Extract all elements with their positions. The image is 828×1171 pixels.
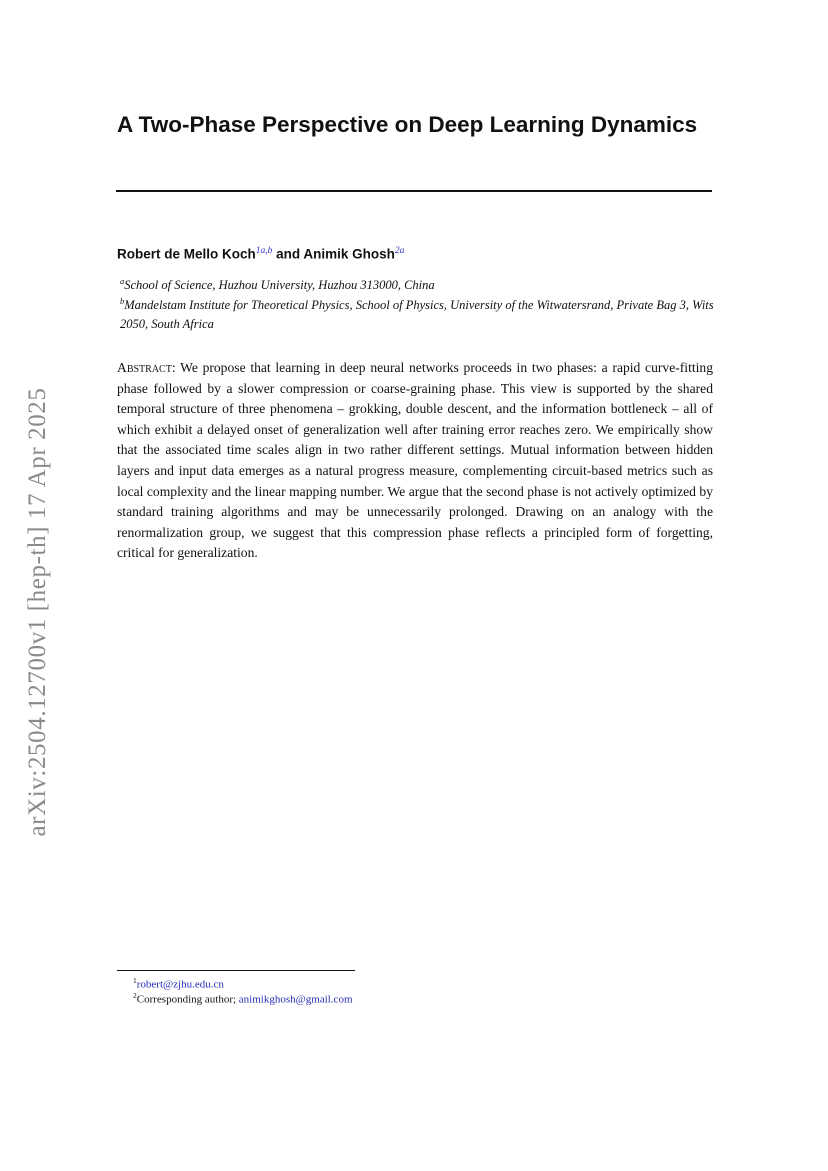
abstract-text: We propose that learning in deep neural networks proceeds in two phases: a rapid curve-fitting phase followed by a slower compression or coarse-graining phase. This view is supported by the shared temporal structure of three phenomena – grokking, double descent, and the information bottleneck – all of which exhibit a delayed onset of generalization well after training error reaches zero. We empirically show that the associated time scales align in two rather different settings. Mutual information between hidden layers and input data emerges as a natural progress measure, complementing circuit-based metrics such as local complexity and the linear mapping number. We argue that the second phase is not actively optimized by standard training algorithms and may be unnecessarily prolonged. Drawing on an analogy with the renormalization group, we suggest that this compression phase reflects a principled form of forgetting, critical for generalization.	[117, 360, 713, 561]
author-connector: and	[272, 246, 304, 262]
footnote-2	[133, 991, 353, 1006]
abstract-label: Abstract:	[117, 360, 176, 375]
email-link[interactable]: robert@zjhu.edu.cn	[136, 978, 224, 991]
affiliation-text: Mandelstam Institute for Theoretical Physics, School of Physics, University of the Witwatersrand, Private Bag 3, Wits 2050, South Africa	[120, 298, 714, 332]
affiliation-mark: b	[120, 296, 125, 306]
author-name: Robert de Mello Koch	[117, 246, 256, 262]
affiliation-b	[120, 292, 720, 334]
footnote-mark: 1	[133, 976, 137, 985]
footnote-mark: 2	[133, 991, 137, 1000]
author-affiliation-mark[interactable]: 2a	[394, 246, 405, 256]
author-line	[117, 246, 404, 262]
arxiv-identifier-stamp: arXiv:2504.12700v1 [hep-th] 17 Apr 2025	[24, 387, 51, 837]
affiliation-mark: a	[120, 276, 125, 286]
footnote-divider	[117, 970, 355, 971]
author-affiliation-mark[interactable]: 1a,b	[255, 246, 273, 256]
abstract	[117, 358, 713, 564]
paper-title: A Two-Phase Perspective on Deep Learning Dynamics	[117, 112, 698, 137]
footnote-1	[133, 976, 224, 991]
footnote-prefix: Corresponding author;	[136, 993, 239, 1006]
email-link[interactable]: animikghosh@gmail.com	[238, 993, 353, 1006]
author-name: Animik Ghosh	[303, 246, 395, 262]
title-divider	[116, 190, 712, 192]
affiliation-text: School of Science, Huzhou University, Huzhou 313000, China	[124, 278, 435, 293]
